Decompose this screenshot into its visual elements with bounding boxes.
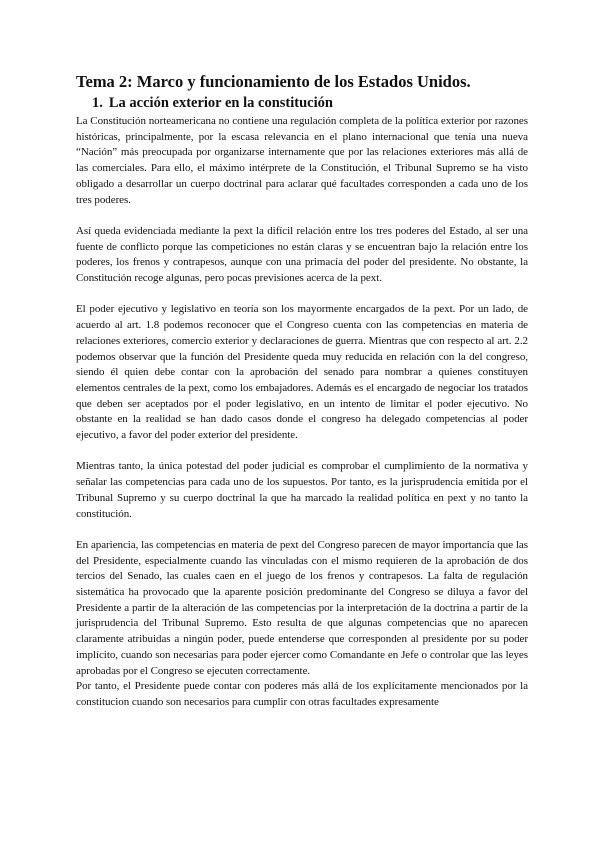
paragraph-3: El poder ejecutivo y legislativo en teoría son los mayormente encargados de la pext. Por un lado, de acuerdo al art. 1.8 podemos reconocer que el Congreso cuenta con las competencias en materia de relaciones exteriores, comercio exterior y declaraciones de guerra. Mientras que con respecto al art. 2.2 podemos observar que la función del Presidente queda muy reducida en relación con la del congreso, siendo él quien debe contar con la aprobación del senado para nombrar a quienes constituyen elementos centrales de la pext, como los embajadores. Además es el encargado de negociar los tratados que deben ser aceptados por el poder legislativo, en un intento de limitar el poder ejecutivo. No obstante en la realidad se han dado casos donde el congreso ha delegado competencias al poder ejecutivo, a favor del poder exterior del presidente. — [76, 303, 528, 442]
paragraph-2: Así queda evidenciada mediante la pext la difícil relación entre los tres poderes del Estado, al ser una fuente de conflicto porque las competiciones no están claras y se encuentran bajo la relación entre los poderes, los frenos y contrapesos, aunque con una primacía del poder del presidente. No obstante, la Constitución recoge algunas, pero pocas previsiones acerca de la pext. — [76, 224, 528, 285]
paragraph-5: En apariencia, las competencias en materia de pext del Congreso parecen de mayor importancia que las del Presidente, especialmente cuando las vinculadas con el mismo requieren de la aprobación de dos tercios del Senado, las cuales caen en el juego de los frenos y contrapesos. La falta de regulación sistemática ha provocado que la aparente posición predominante del Congreso se diluya a favor del Presidente a partir de la alteración de las competencias por la interpretación de la doctrina a partir de la jurisprudencia del Tribunal Supremo. Esto resulta de que algunas competencias que no aparecen claramente atribuidas a ningún poder, puede entenderse que corresponden al presidente por su poder implícito, cuando son necesarias para poder ejercer como Comandante en Jefe o controlar que las leyes aprobadas por el Congreso se ejecuten correctamente. — [76, 538, 528, 677]
section-number: 1. — [92, 95, 103, 111]
paragraph-6: Por tanto, el Presidente puede contar con poderes más allá de los explícitamente mencionados por la constitucion cuando son necesarios para cumplir con otras facultades expresamente — [76, 680, 528, 708]
section-heading — [92, 94, 528, 113]
paragraph-1: La Constitución norteamericana no contiene una regulación completa de la política exterior por razones históricas, principalmente, por la escasa relevancia en el plano internacional que tenía una nueva “Nación” más preocupada por organizarse internamente que por las relaciones exteriores más allá de las comerciales. Para ello, el máximo intérprete de la Constitución, el Tribunal Supremo se ha visto obligado a desarrollar un cuerpo doctrinal para aclarar qué facultades corresponden a cada uno de los tres poderes. — [76, 115, 528, 206]
document-title: Tema 2: Marco y funcionamiento de los Estados Unidos. — [76, 72, 471, 91]
section-title: La acción exterior en la constitución — [108, 95, 333, 111]
document-page — [76, 72, 528, 711]
paragraph-4: Mientras tanto, la única potestad del poder judicial es comprobar el cumplimiento de la normativa y señalar las competencias para cada uno de los supuestos. Por tanto, es la jurisprudencia emitida por el Tribunal Supremo y su cuerpo doctrinal la que ha marcado la realidad política en pext y no tanto la constitución. — [76, 460, 528, 520]
